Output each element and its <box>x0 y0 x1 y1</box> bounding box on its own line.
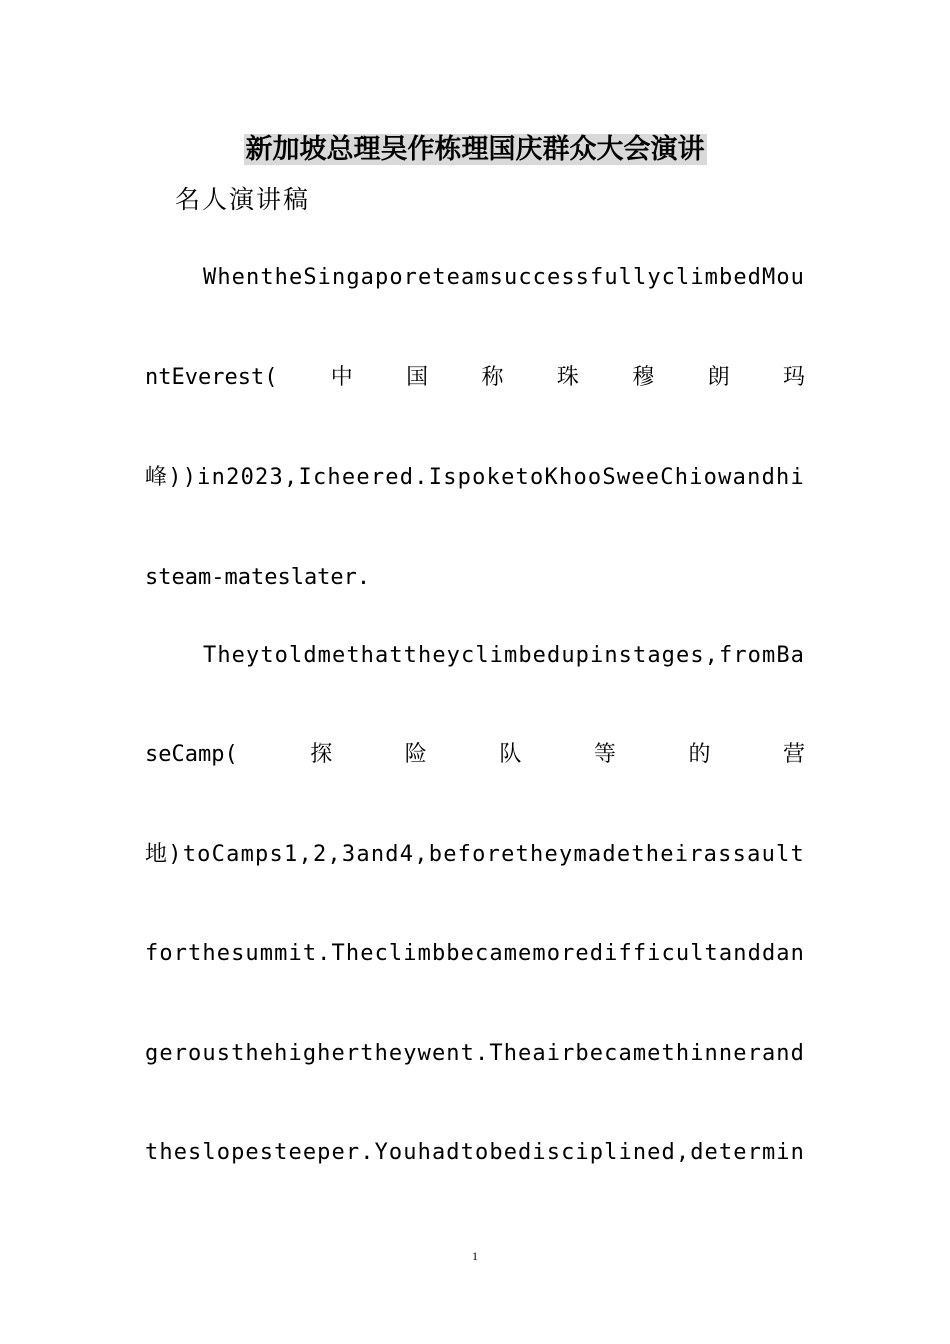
text-segment: 险 <box>404 742 427 767</box>
paragraph-line: steam-mateslater. <box>145 565 371 590</box>
text-segment: ntEverest( <box>145 365 278 390</box>
document-title-text: 新加坡总理吴作栋理国庆群众大会演讲 <box>245 134 705 165</box>
paragraph-line: gerousthehighertheywent.Theairbecamethinnerand <box>145 1041 805 1066</box>
paragraph-line: 地)toCamps1,2,3and4,beforetheymadetheirassault <box>145 842 805 867</box>
text-segment: 营 <box>782 742 805 767</box>
text-segment: 探 <box>310 742 333 767</box>
document-title <box>0 130 950 170</box>
text-segment: 的 <box>688 742 711 767</box>
text-segment: 中 <box>330 365 353 390</box>
text-segment: 珠 <box>556 365 579 390</box>
paragraph-line: WhentheSingaporeteamsuccessfullyclimbedMou <box>203 265 805 290</box>
paragraph-line: forthesummit.Theclimbbecamemoredifficultanddan <box>145 941 805 966</box>
paragraph-line: 峰))in2023,Icheered.IspoketoKhooSweeChiowandhi <box>145 465 805 490</box>
text-segment: seCamp( <box>145 742 238 767</box>
text-segment: 玛 <box>782 365 805 390</box>
document-subtitle: 名人演讲稿 <box>175 185 311 214</box>
text-segment: 国 <box>406 365 429 390</box>
paragraph-line: Theytoldmethattheyclimbedupinstages,fromBa <box>203 643 805 668</box>
text-segment: 朗 <box>707 365 730 390</box>
text-segment: 队 <box>499 742 522 767</box>
text-segment: 等 <box>593 742 616 767</box>
text-segment: 称 <box>481 365 504 390</box>
paragraph-line-justified <box>145 358 805 398</box>
paragraph-line-justified <box>145 735 805 775</box>
paragraph-line: theslopesteeper.Youhadtobedisciplined,determin <box>145 1140 805 1165</box>
text-segment: 穆 <box>632 365 655 390</box>
page-number: 1 <box>472 1249 478 1263</box>
